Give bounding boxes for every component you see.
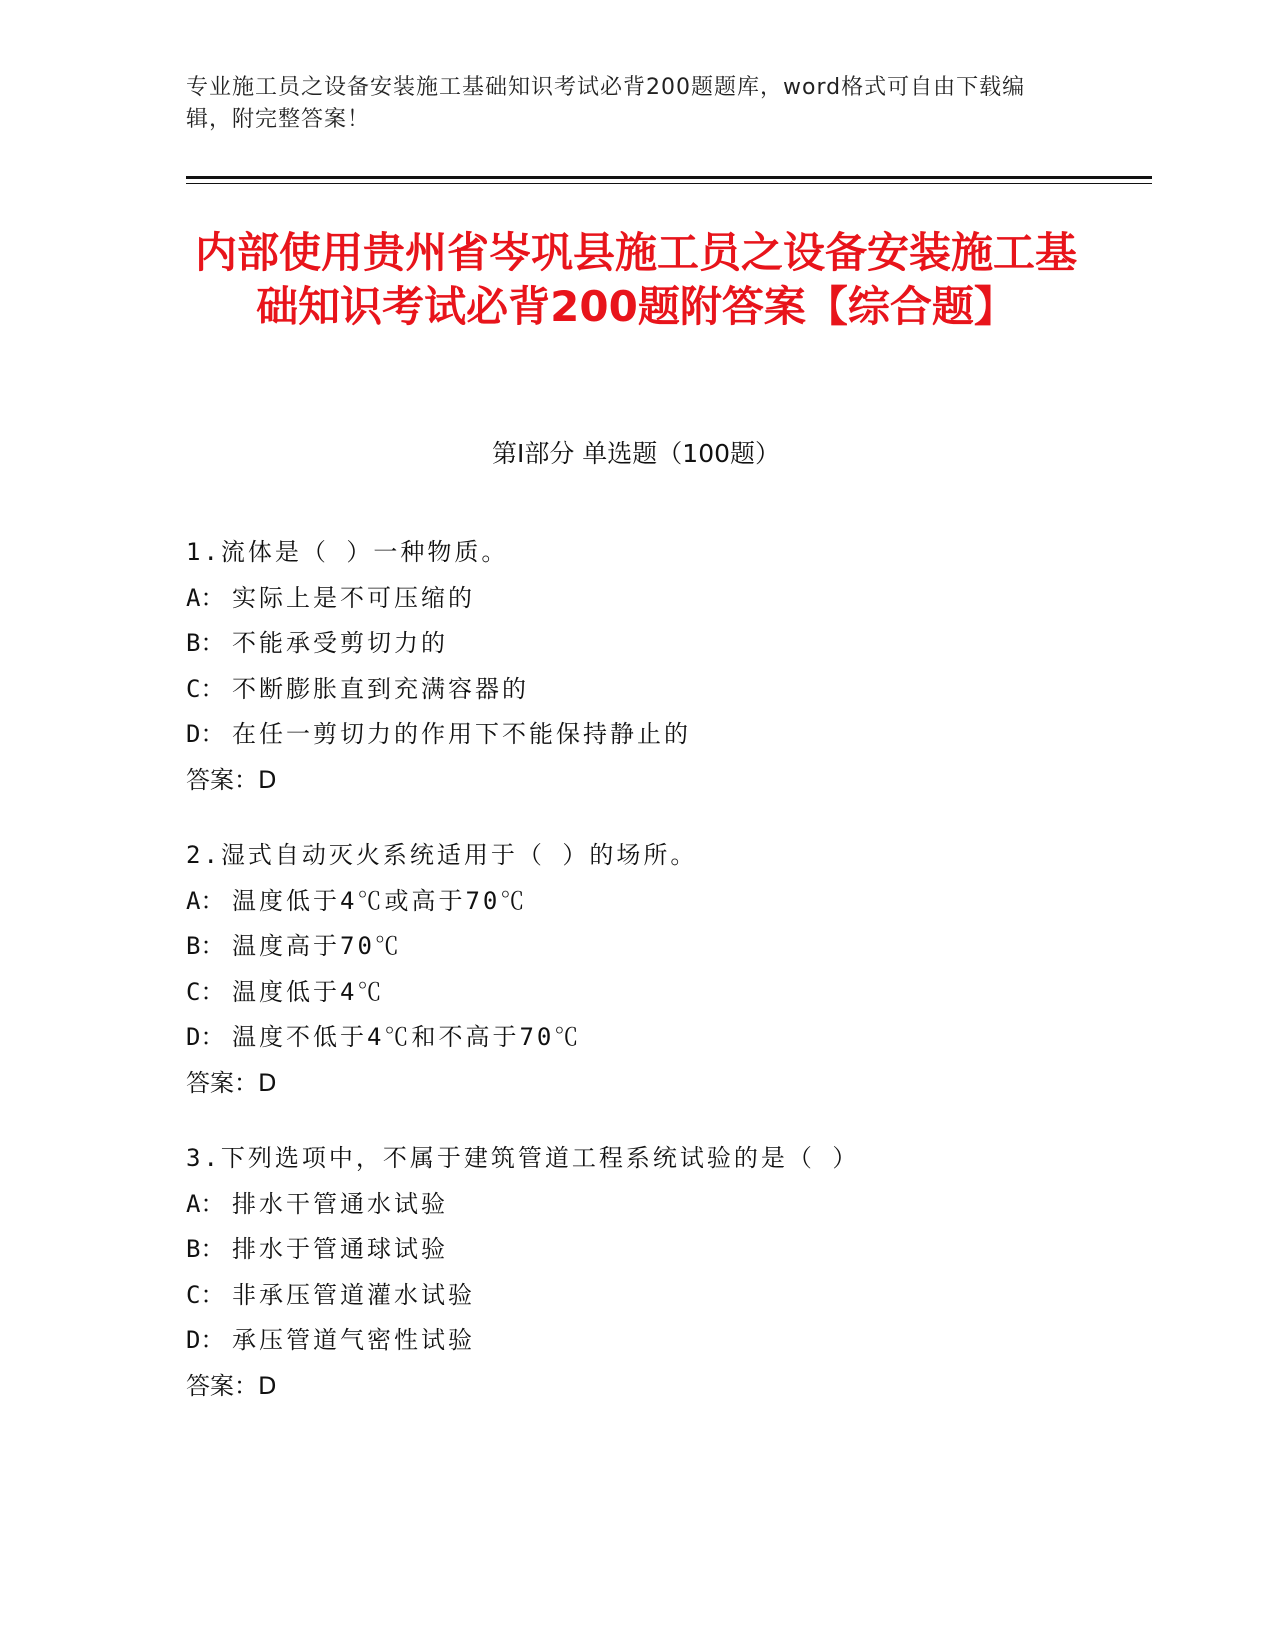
answer-prefix: 答案： xyxy=(186,1068,258,1097)
option-text: 温度高于70℃ xyxy=(232,932,402,960)
question-item xyxy=(186,1136,1146,1409)
option-text: 在任一剪切力的作用下不能保持静止的 xyxy=(232,720,691,748)
option-text: 不断膨胀直到充满容器的 xyxy=(232,674,529,703)
answer-line xyxy=(186,1061,1146,1107)
option-label: C： xyxy=(186,977,225,1006)
option-d xyxy=(186,712,1146,758)
option-c xyxy=(186,1273,1146,1319)
question-item xyxy=(186,530,1146,803)
option-a xyxy=(186,1182,1146,1228)
answer-value: D xyxy=(258,1371,277,1400)
option-c xyxy=(186,667,1146,713)
option-text: 承压管道气密性试验 xyxy=(232,1326,475,1354)
header-rule-thick xyxy=(186,176,1152,179)
answer-prefix: 答案： xyxy=(186,765,258,794)
option-text: 排水干管通水试验 xyxy=(232,1189,448,1218)
question-stem: 2.湿式自动灭火系统适用于（ ）的场所。 xyxy=(186,841,698,869)
question-item xyxy=(186,833,1146,1106)
option-a xyxy=(186,576,1146,622)
option-d xyxy=(186,1318,1146,1364)
option-text: 温度低于4℃ xyxy=(232,977,385,1006)
option-text: 温度不低于4℃和不高于70℃ xyxy=(232,1023,582,1051)
answer-value: D xyxy=(258,765,277,794)
option-label: D： xyxy=(186,1023,225,1051)
option-text: 不能承受剪切力的 xyxy=(232,629,448,657)
option-label: A： xyxy=(186,1189,225,1218)
option-text: 实际上是不可压缩的 xyxy=(232,583,475,612)
option-label: A： xyxy=(186,583,225,612)
section-heading: 第I部分 单选题（100题） xyxy=(491,439,781,468)
option-label: D： xyxy=(186,720,225,748)
answer-prefix: 答案： xyxy=(186,1371,258,1400)
option-label: B： xyxy=(186,629,225,657)
option-label: D： xyxy=(186,1326,225,1354)
option-label: A： xyxy=(186,886,225,915)
option-text: 排水于管通球试验 xyxy=(232,1235,448,1263)
option-text: 非承压管道灌水试验 xyxy=(232,1280,475,1309)
option-text: 温度低于4℃或高于70℃ xyxy=(232,886,528,915)
question-list xyxy=(186,530,1146,1439)
option-d xyxy=(186,1015,1146,1061)
option-label: B： xyxy=(186,932,225,960)
option-b xyxy=(186,621,1146,667)
option-b xyxy=(186,924,1146,970)
answer-value: D xyxy=(258,1068,277,1097)
question-stem: 3.下列选项中，不属于建筑管道工程系统试验的是（ ） xyxy=(186,1144,860,1172)
option-label: C： xyxy=(186,674,225,703)
option-a xyxy=(186,879,1146,925)
header-rule-thin xyxy=(186,183,1152,184)
answer-line xyxy=(186,758,1146,804)
option-b xyxy=(186,1227,1146,1273)
document-title: 内部使用贵州省岑巩县施工员之设备安装施工基础知识考试必背200题附答案【综合题】 xyxy=(194,228,1077,331)
option-label: B： xyxy=(186,1235,225,1263)
option-c xyxy=(186,970,1146,1016)
answer-line xyxy=(186,1364,1146,1410)
question-stem: 1.流体是（ ）一种物质。 xyxy=(186,538,509,566)
document-header-note: 专业施工员之设备安装施工基础知识考试必背200题题库，word格式可自由下载编辑，附完整答案！ xyxy=(186,75,1026,132)
option-label: C： xyxy=(186,1280,225,1309)
